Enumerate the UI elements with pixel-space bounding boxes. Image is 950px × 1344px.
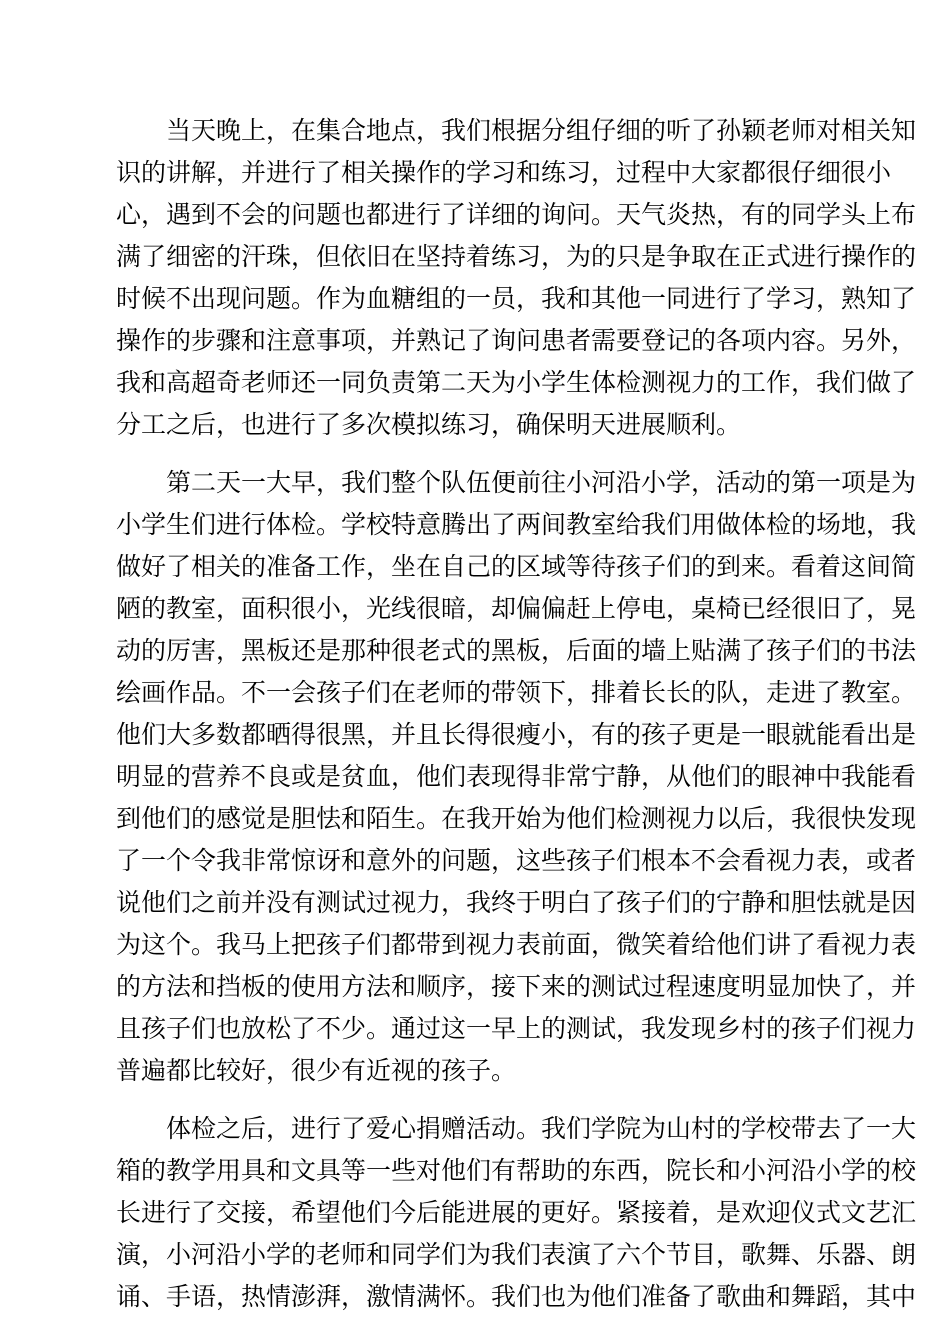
- text-line: 箱的教学用具和文具等一些对他们有帮助的东西，院长和小河沿小学的校: [116, 1156, 917, 1185]
- text-line: 时候不出现问题。作为血糖组的一员，我和其他一同进行了学习，熟知了: [116, 284, 917, 313]
- text-line: 满了细密的汗珠，但依旧在坚持着练习，为的只是争取在正式进行操作的: [116, 242, 917, 271]
- text-line: 了一个令我非常惊讶和意外的问题，这些孩子们根本不会看视力表，或者: [116, 846, 917, 875]
- text-line: 到他们的感觉是胆怯和陌生。在我开始为他们检测视力以后，我很快发现: [116, 804, 917, 833]
- text-line: 分工之后，也进行了多次模拟练习，确保明天进展顺利。: [116, 410, 742, 439]
- text-line: 明显的营养不良或是贫血，他们表现得非常宁静，从他们的眼神中我能看: [116, 762, 917, 791]
- paragraph-donation: [116, 1108, 917, 1318]
- text-line: 绘画作品。不一会孩子们在老师的带领下，排着长长的队，走进了教室。: [116, 678, 917, 707]
- document-body: [116, 110, 917, 1318]
- text-line: 陋的教室，面积很小，光线很暗，却偏偏赶上停电，桌椅已经很旧了，晃: [116, 594, 917, 623]
- text-line: 长进行了交接，希望他们今后能进展的更好。紧接着，是欢迎仪式文艺汇: [116, 1198, 917, 1227]
- text-line: 诵、手语，热情澎湃，激情满怀。我们也为他们准备了歌曲和舞蹈，其中: [116, 1282, 917, 1311]
- text-line: 体检之后，进行了爱心捐赠活动。我们学院为山村的学校带去了一大: [166, 1114, 917, 1143]
- paragraph-evening-training: [116, 110, 917, 446]
- text-line: 说他们之前并没有测试过视力，我终于明白了孩子们的宁静和胆怯就是因: [116, 888, 917, 917]
- text-line: 动的厉害，黑板还是那种很老式的黑板，后面的墙上贴满了孩子们的书法: [116, 636, 917, 665]
- text-line: 第二天一大早，我们整个队伍便前往小河沿小学，活动的第一项是为: [166, 468, 917, 497]
- text-line: 普遍都比较好，很少有近视的孩子。: [116, 1056, 517, 1085]
- text-line: 操作的步骤和注意事项，并熟记了询问患者需要登记的各项内容。另外，: [116, 326, 917, 355]
- text-line: 演，小河沿小学的老师和同学们为我们表演了六个节目，歌舞、乐器、朗: [116, 1240, 917, 1269]
- text-line: 他们大多数都晒得很黑，并且长得很瘦小，有的孩子更是一眼就能看出是: [116, 720, 917, 749]
- text-line: 识的讲解，并进行了相关操作的学习和练习，过程中大家都很仔细很小: [116, 158, 892, 187]
- text-line: 的方法和挡板的使用方法和顺序，接下来的测试过程速度明显加快了，并: [116, 972, 917, 1001]
- text-line: 为这个。我马上把孩子们都带到视力表前面，微笑着给他们讲了看视力表: [116, 930, 917, 959]
- text-line: 我和高超奇老师还一同负责第二天为小学生体检测视力的工作，我们做了: [116, 368, 917, 397]
- text-line: 心，遇到不会的问题也都进行了详细的询问。天气炎热，有的同学头上布: [116, 200, 917, 229]
- paragraph-health-checkup: [116, 462, 917, 1092]
- text-line: 且孩子们也放松了不少。通过这一早上的测试，我发现乡村的孩子们视力: [116, 1014, 917, 1043]
- text-line: 小学生们进行体检。学校特意腾出了两间教室给我们用做体检的场地，我: [116, 510, 917, 539]
- text-line: 当天晚上，在集合地点，我们根据分组仔细的听了孙颖老师对相关知: [166, 116, 917, 145]
- text-line: 做好了相关的准备工作，坐在自己的区域等待孩子们的到来。看着这间简: [116, 552, 917, 581]
